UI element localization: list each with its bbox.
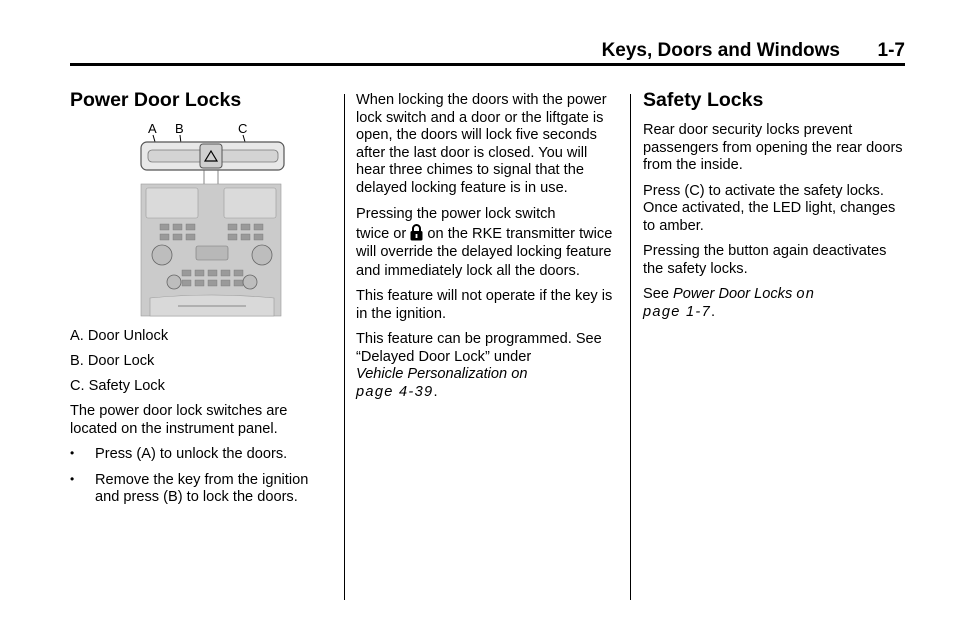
column-left xyxy=(70,88,335,515)
figure-label-c: C xyxy=(238,121,248,136)
bullet-icon: • xyxy=(70,471,75,486)
page-header-title: Keys, Doors and Windows xyxy=(601,40,840,61)
period: . xyxy=(433,383,438,400)
door-lock-switch-figure xyxy=(138,122,288,318)
intro-paragraph: The power door lock switches are located on the instrument panel. xyxy=(70,403,288,437)
lock-icon xyxy=(410,224,423,241)
figure-label-b: B xyxy=(175,121,184,136)
column-divider-2 xyxy=(630,94,631,600)
on-text: on xyxy=(796,286,816,302)
override-paragraph xyxy=(356,205,618,280)
bullet-text: Press (A) to unlock the doors. xyxy=(95,446,288,462)
power-door-locks-heading: Power Door Locks xyxy=(70,89,242,111)
safety-paragraph-3: Pressing the button again deactivates the safety locks. xyxy=(643,243,887,277)
safety-paragraph-2: Press (C) to activate the safety locks. Once activated, the LED light, changes to amber. xyxy=(643,182,896,234)
list-item xyxy=(70,446,335,464)
caption-c: C. Safety Lock xyxy=(70,378,165,394)
vehicle-personalization-link[interactable]: Vehicle Personalization on xyxy=(356,366,528,382)
caption-b: B. Door Lock xyxy=(70,353,155,369)
programmable-text: This feature can be programmed. See “Delayed Door Lock” under xyxy=(356,331,602,365)
column-divider-1 xyxy=(344,94,345,600)
column-right xyxy=(643,88,905,329)
override-text-3: on the RKE transmitter twice will override the delayed locking feature and immediately lock all the doors. xyxy=(356,225,613,279)
see-reference xyxy=(643,286,905,321)
safety-paragraph-1: Rear door security locks prevent passengers from opening the rear doors from the inside. xyxy=(643,122,903,173)
ignition-paragraph: This feature will not operate if the key is in the ignition. xyxy=(356,288,613,322)
period: . xyxy=(711,303,716,320)
see-text: See xyxy=(643,286,669,302)
list-item xyxy=(70,472,335,507)
center-console-illustration xyxy=(138,122,288,318)
bullet-text: Remove the key from the ignition and press (B) to lock the doors. xyxy=(95,471,309,505)
page-number: 1-7 xyxy=(877,40,905,61)
power-door-locks-link[interactable]: Power Door Locks xyxy=(673,286,793,302)
override-text-2: twice or xyxy=(356,225,407,242)
delayed-locking-paragraph: When locking the doors with the power lock switch and a door or the liftgate is open, the doors will lock five seconds after the last door is closed. You will hear three chimes to signal that the delayed locking feature is in use. xyxy=(356,92,607,196)
header-rule xyxy=(70,63,905,66)
page-1-7-link[interactable]: page 1-7 xyxy=(643,303,712,320)
safety-locks-heading: Safety Locks xyxy=(643,89,764,111)
caption-a: A. Door Unlock xyxy=(70,328,169,344)
column-middle xyxy=(356,92,618,409)
page-ref-link[interactable]: page 4-39 xyxy=(356,383,434,400)
override-text-1: Pressing the power lock switch xyxy=(356,206,556,222)
figure-label-a: A xyxy=(148,121,157,136)
programmable-paragraph xyxy=(356,331,618,401)
bullet-icon: • xyxy=(70,446,75,460)
